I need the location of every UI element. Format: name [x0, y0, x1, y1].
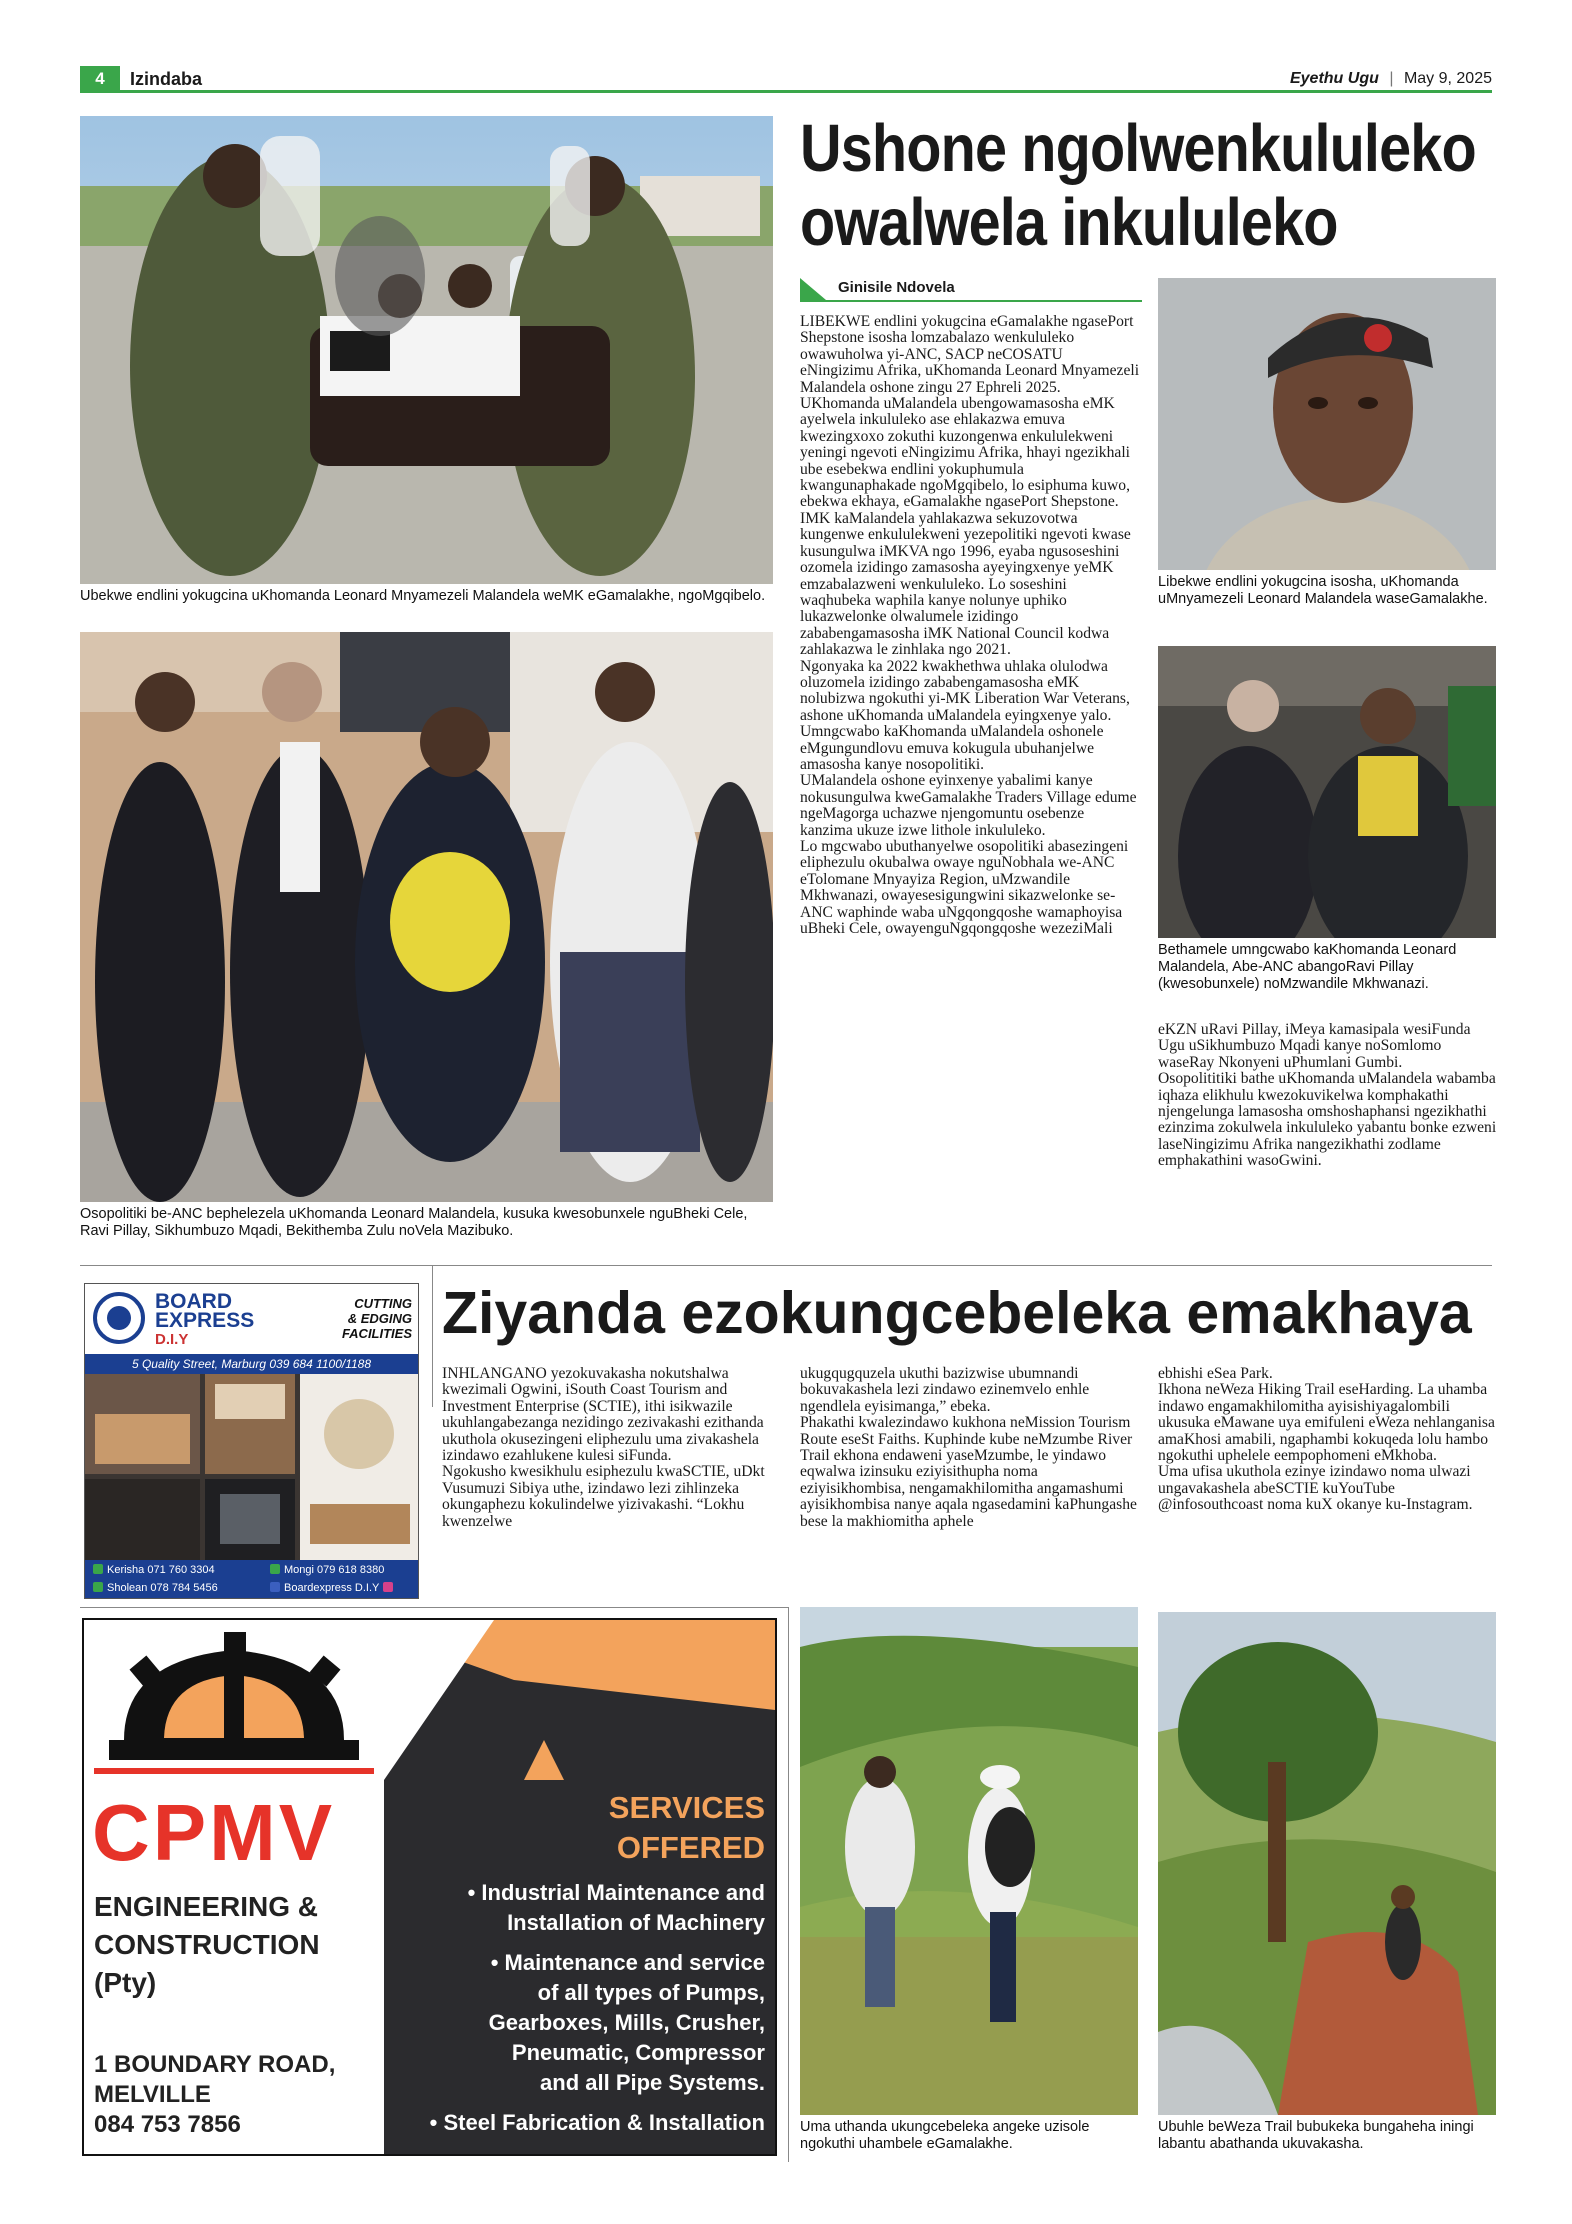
header-separator: |	[1389, 70, 1394, 87]
caption-photo1: Ubekwe endlini yokugcina uKhomanda Leonard Mnyamezeli Malandela weMK eGamalakhe, ngoMgqibelo.	[80, 588, 766, 604]
article1-para: UMalandela oshone eyinxenye yabalimi kanye nokusungulwa kweGamalakhe Traders Village edume ngeMagorga uchazwe njengomuntu osebenze kanzima ukuze izwe lithole inkululeko.	[800, 772, 1137, 839]
column-divider	[432, 1265, 433, 1407]
article2-column3	[1158, 1366, 1498, 1514]
facebook-icon	[270, 1582, 280, 1592]
ad1-slogan-line3: FACILITIES	[341, 1326, 412, 1341]
article2-para: INHLANGANO yezokuvakasha nokutshalwa kwezimali Ogwini, iSouth Coast Tourism and Investment Enterprise (SCTIE), ithi isikwazile ukuhlangabezanga nezidingo zezivakashi ezithanda ukuthola okusezingeni eliphezulu uma zivakashela izindawo ezahlukene kulesi siFunda.	[442, 1365, 764, 1465]
ad1-address: 5 Quality Street, Marburg 039 684 1100/1188	[85, 1354, 418, 1374]
byline-author: Ginisile Ndovela	[838, 279, 955, 296]
article1-headline-line1: Ushone ngolwenkululeko	[800, 111, 1476, 186]
whatsapp-icon	[93, 1582, 103, 1592]
header-rule	[80, 90, 1492, 93]
article1-column1	[800, 314, 1140, 937]
ad1-header	[85, 1284, 418, 1354]
ad-cpmv	[82, 1618, 777, 2156]
cpmv-services-title: SERVICES OFFERED	[608, 1790, 765, 1865]
cpmv-brand: CPMV	[92, 1788, 336, 1877]
article2-para: ebhishi eSea Park.	[1158, 1365, 1273, 1382]
ad-divider	[80, 1607, 788, 1608]
section-divider	[80, 1265, 1492, 1266]
article1-para: eKZN uRavi Pillay, iMeya kamasipala wesiFunda Ugu uSikhumbuzo Mqadi kanye noSomlomo waseRay Nkonyeni uPhumlani Gumbi.	[1158, 1021, 1471, 1071]
ad1-contacts	[85, 1560, 418, 1599]
ad1-contact-1: Kerisha 071 760 3304	[93, 1562, 215, 1578]
publication-info	[1290, 66, 1492, 92]
cpmv-company-type: ENGINEERING & CONSTRUCTION (Pty)	[94, 1891, 320, 1998]
article1-para: Osopolititiki bathe uKhomanda uMalandela wabamba iqhaza elikhulu kwezokuvikelwa komphakathi njengelunga lamasosha omshoshaphansi ngezikhathi ezinzima zokulwela inkululeko yabantu bonke ezweni laseNingizimu Afrika nangezikhathi zodlame emphakathini wasoGwini.	[1158, 1070, 1497, 1170]
article2-para: Phakathi kwalezindawo kukhona neMission Tourism Route eseSt Faiths. Kuphinde kube neMzumbe River Trail ekhona endaweni yaseMzumbe, le yindawo eqwalwa izinsuku eziyisithupha noma eziyisikhombisa, nengamakhilomitha angamashumi ayisikhombisa nanye aqala ngasedamini kaPhungashe bese la makhiomitha aphele	[800, 1414, 1137, 1530]
article1-para: Ngonyaka ka 2022 kwakhethwa uhlaka olulodwa oluzomela izidingo zababengamasosha eMK nolubizwa ngokuthi yi-MK Liberation War Veterans, ashone uKhomanda uMalandela eyingxenye yalo.	[800, 657, 1130, 724]
publication-name: Eyethu Ugu	[1289, 70, 1379, 87]
article1-para: Lo mgcwabo ubuthanyelwe osopolitiki abasezingeni eliphezulu okubalwa owaye nguNobhala we-ANC eTolomane Mnyayiza Region, uMzwandile Mkhwanazi, owayesesigungwini sikazwelonke se-ANC waphinde waba uNgqongqoshe wamaphoyisa uBheki Cele, owayenguNgqongqoshe wezeziMali	[800, 838, 1129, 938]
cpmv-address-line2: MELVILLE	[94, 2081, 211, 2108]
photo-coffin-procession	[80, 116, 773, 584]
instagram-icon	[383, 1582, 393, 1592]
cpmv-phone: 084 753 7856	[94, 2111, 241, 2138]
cpmv-service-3: • Steel Fabrication & Installation	[429, 2110, 765, 2135]
caption-photo5: Uma uthanda ukungcebeleka angeke uzisole ngokuthi uhambele eGamalakhe.	[800, 2119, 1090, 2152]
article1-headline	[800, 111, 1476, 260]
ad-board-express	[84, 1283, 419, 1599]
ad-column-divider	[788, 1607, 789, 2162]
ad1-brand-line2: EXPRESS	[155, 1309, 255, 1332]
cpmv-address-line1: 1 BOUNDARY ROAD,	[94, 2051, 336, 2078]
cpmv-service-2: • Maintenance and service of all types of Pumps, Gearboxes, Mills, Crusher, Pneumatic, Compressor and all Pipe Systems.	[488, 1950, 765, 2095]
article1-para: UKhomanda uMalandela ubengowamasosha eMK ayelwela inkululeko ase ehlakazwa emuva kwezingxoxo zokuthi kuzongenwa enkululekweni yeningi ngevoti eNingizimu Afrika, hhayi ngezikhali ube esebekwa endlini yokuphumula kwangunaphakade ngoMgqibelo, lo esiphuma kuwo, ebekwa ekhaya, eGamalakhe ngasePort Shepstone.	[800, 395, 1131, 511]
photo-portrait	[1158, 278, 1496, 570]
ad1-slogan-line1: CUTTING	[354, 1296, 412, 1311]
article1-para: LIBEKWE endlini yokugcina eGamalakhe ngasePort Shepstone isosha lomzabalazo wenkululeko owawuholwa yi-ANC, SACP neCOSATU eNingizimu Afrika, uKhomanda Leonard Mnyamezeli Malandela oshone zingu 27 Ephreli 2025.	[800, 313, 1140, 396]
photo-seated-mourners	[1158, 646, 1496, 938]
photo-politicians	[80, 632, 773, 1202]
caption-photo6: Ubuhle beWeza Trail bubukeka bungaheha iningi labantu abathanda ukuvakasha.	[1158, 2119, 1474, 2152]
photo-weza-trail	[1158, 1612, 1496, 2115]
cpmv-contact	[94, 2050, 335, 2140]
publication-date: May 9, 2025	[1403, 70, 1492, 87]
cpmv-service-1: • Industrial Maintenance and Installation of Machinery	[467, 1880, 765, 1935]
article1-headline-line2: owalwela inkululeko	[800, 185, 1338, 260]
article2-para: Uma ufisa ukuthola ezinye izindawo noma ulwazi ungavakashela abeSCTIE kuYouTube @infosouthcoast noma kuX okanye ku-Instagram.	[1158, 1463, 1473, 1514]
caption-photo4: Bethamele umngcwabo kaKhomanda Leonard Malandela, Abe-ANC abangoRavi Pillay (kwesobunxele) noMzwandile Mkhwanazi.	[1158, 942, 1457, 992]
photo-hikers	[800, 1607, 1138, 2115]
article1-byline	[800, 276, 1142, 302]
ad1-kitchen-photos	[85, 1374, 418, 1560]
ad1-slogan	[342, 1296, 412, 1341]
article2-column1	[442, 1366, 772, 1530]
article1-para: Umngcwabo kaKhomanda uMalandela oshonele eMgungundlovu emuva kokugula ubuhanjelwe amasosha kanye nosopolitiki.	[800, 723, 1104, 773]
caption-photo2: Osopolitiki be-ANC bephelezela uKhomanda Leonard Malandela, kusuka kwesobunxele nguBheki Cele, Ravi Pillay, Sikhumbuzo Mqadi, Bekithemba Zulu noVela Mazibuko.	[80, 1206, 748, 1239]
article2-para: Ngokusho kwesikhulu esiphezulu kwaSCTIE, uDkt Vusumuzi Sibiya uthe, izindawo lezi zihlinzeka okungaphezu kokulindelwe yizivakashi. “Lokhu kwenzelwe	[442, 1463, 765, 1530]
whatsapp-icon	[93, 1564, 103, 1574]
ad1-brand-line1: BOARD	[155, 1290, 232, 1313]
section-name: Izindaba	[130, 69, 203, 89]
ad1-brand	[155, 1292, 254, 1349]
saw-blade-icon	[93, 1292, 145, 1344]
article2-headline: Ziyanda ezokungcebeleka emakhaya	[442, 1280, 1472, 1346]
ad1-contact-3: Sholean 078 784 5456	[93, 1580, 218, 1596]
article1-column2	[1158, 1022, 1498, 1170]
ad1-contact-2: Mongi 079 618 8380	[270, 1562, 384, 1578]
article2-para: Ikhona neWeza Hiking Trail eseHarding. La uhamba indawo engamakhilomitha ayisishiyagalombili ukusuka eMawane uya emifuleni eWeza nehlanganisa amaKhosi amabili, ngaphambi kokuqeda lolu hambo ngokuthi uphelele eempophomeni eMkhoba.	[1158, 1381, 1495, 1465]
page-number: 4	[80, 66, 120, 92]
caption-photo3: Libekwe endlini yokugcina isosha, uKhomanda uMnyamezeli Leonard Malandela waseGamalakhe.	[1158, 574, 1488, 607]
ad1-brand-line3: D.I.Y	[155, 1331, 189, 1348]
whatsapp-icon	[270, 1564, 280, 1574]
ad1-slogan-line2: & EDGING	[347, 1311, 412, 1326]
cpmv-services-list	[365, 1878, 765, 2148]
article2-column2	[800, 1366, 1140, 1530]
ad1-contact-4: Boardexpress D.I.Y	[270, 1580, 397, 1596]
article2-para: ukugqugquzela ukuthi bazizwise ubumnandi bokuvakashela lezi zindawo ezinemvelo enhle ngendlela eyisimanga,” ebeka.	[800, 1365, 1090, 1415]
article1-para: IMK kaMalandela yahlakazwa sekuzovotwa kungenwe enkululekweni yezepolitiki ngevoti kwase kusungulwa iMKVA ngo 1996, eyaba ngusoseshini ozomela izidingo zamasosha ayeyingxenye yeMK emzabalazweni wenkululeko. Lo soseshini waqhubeka waphila kanye nolunye uphiko lukazwelonke olwalumele izidingo zababengamasosha iMK National Council kodwa zahlakazwa le zinhlaka ngo 2021.	[800, 509, 1131, 659]
byline-triangle-icon	[800, 278, 826, 300]
